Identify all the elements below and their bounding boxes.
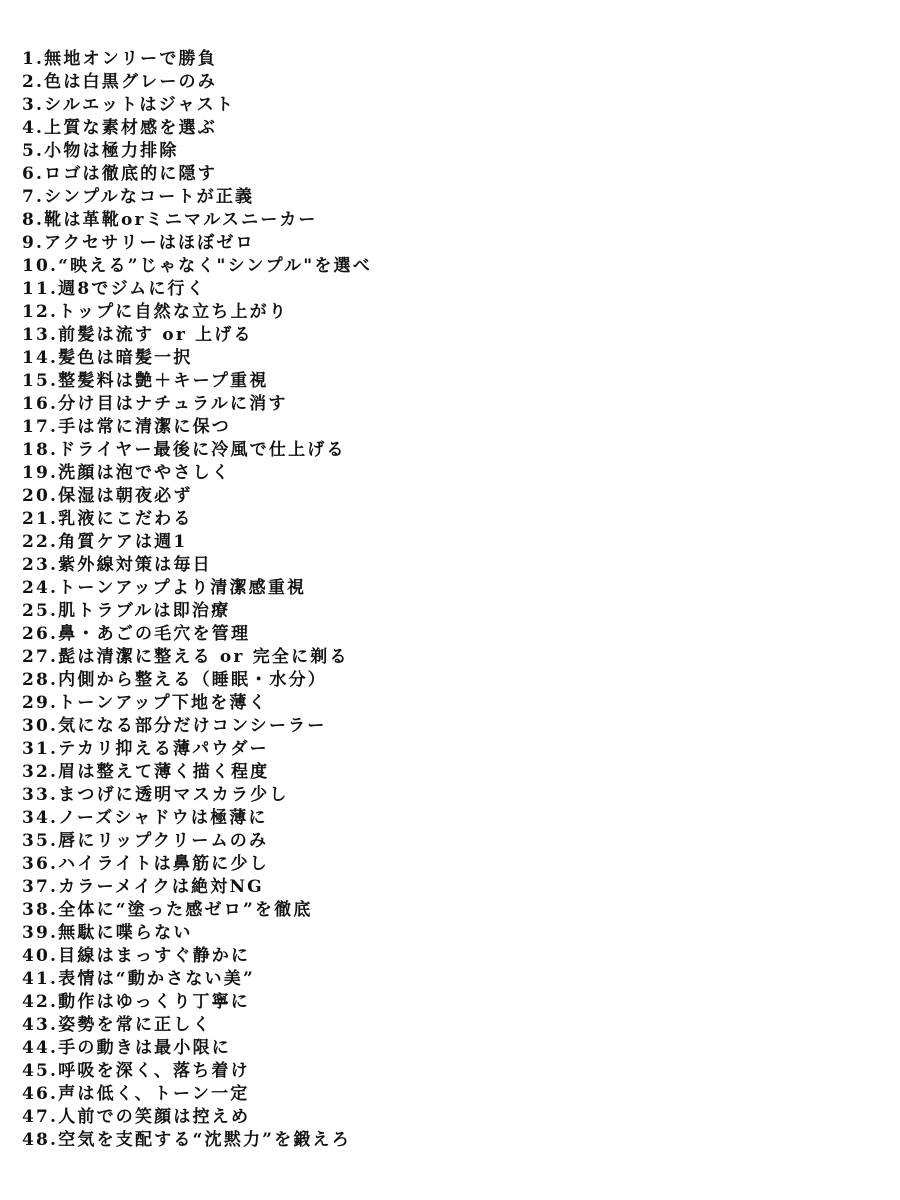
rule-item-9: 9.アクセサリーはほぼゼロ	[22, 233, 255, 253]
rule-item-36: 36.ハイライトは鼻筋に少し	[22, 854, 269, 874]
rule-item-28: 28.内側から整える（睡眠・水分）	[22, 670, 327, 690]
rule-item-33: 33.まつげに透明マスカラ少し	[22, 785, 289, 805]
rule-item-30: 30.気になる部分だけコンシーラー	[22, 716, 327, 736]
rule-item-25: 25.肌トラブルは即治療	[22, 601, 231, 621]
rule-item-21: 21.乳液にこだわる	[22, 509, 193, 529]
rule-item-7: 7.シンプルなコートが正義	[22, 187, 255, 207]
rule-item-40: 40.目線はまっすぐ静かに	[22, 946, 251, 966]
rule-item-42: 42.動作はゆっくり丁寧に	[22, 992, 251, 1012]
rule-item-23: 23.紫外線対策は毎日	[22, 555, 212, 575]
rule-item-48: 48.空気を支配する“沈黙力”を鍛えろ	[22, 1130, 351, 1150]
rule-item-27: 27.髭は清潔に整える or 完全に剃る	[22, 647, 349, 667]
rule-item-14: 14.髪色は暗髪一択	[22, 348, 193, 368]
rule-item-10: 10.“映える”じゃなく"シンプル"を選べ	[22, 256, 372, 276]
rule-item-24: 24.トーンアップより清潔感重視	[22, 578, 307, 598]
rule-item-35: 35.唇にリップクリームのみ	[22, 831, 269, 851]
rule-item-20: 20.保湿は朝夜必ず	[22, 486, 193, 506]
rule-item-41: 41.表情は“動かさない美”	[22, 969, 255, 989]
rule-item-5: 5.小物は極力排除	[22, 141, 179, 161]
rule-item-4: 4.上質な素材感を選ぶ	[22, 118, 217, 138]
rule-item-45: 45.呼吸を深く、落ち着け	[22, 1061, 250, 1081]
rule-item-17: 17.手は常に清潔に保つ	[22, 417, 231, 437]
rule-item-43: 43.姿勢を常に正しく	[22, 1015, 212, 1035]
rule-item-47: 47.人前での笑顔は控えめ	[22, 1107, 251, 1127]
rule-item-16: 16.分け目はナチュラルに消す	[22, 394, 288, 414]
rule-item-38: 38.全体に“塗った感ゼロ”を徹底	[22, 900, 313, 920]
rule-item-37: 37.カラーメイクは絶対NG	[22, 877, 264, 897]
rule-item-8: 8.靴は革靴orミニマルスニーカー	[22, 210, 318, 230]
rule-item-44: 44.手の動きは最小限に	[22, 1038, 231, 1058]
rule-item-39: 39.無駄に喋らない	[22, 923, 193, 943]
rule-item-1: 1.無地オンリーで勝負	[22, 49, 217, 69]
rule-item-46: 46.声は低く、トーン一定	[22, 1084, 250, 1104]
rule-item-15: 15.整髪料は艶＋キープ重視	[22, 371, 269, 391]
rule-item-18: 18.ドライヤー最後に冷風で仕上げる	[22, 440, 346, 460]
rules-list	[22, 48, 882, 1152]
rule-item-6: 6.ロゴは徹底的に隠す	[22, 164, 217, 184]
rule-item-32: 32.眉は整えて薄く描く程度	[22, 762, 270, 782]
rule-item-3: 3.シルエットはジャスト	[22, 95, 236, 115]
rule-item-19: 19.洗顔は泡でやさしく	[22, 463, 231, 483]
rule-item-29: 29.トーンアップ下地を薄く	[22, 693, 268, 713]
rule-item-34: 34.ノーズシャドウは極薄に	[22, 808, 268, 828]
rule-item-22: 22.角質ケアは週1	[22, 532, 188, 552]
rule-item-11: 11.週8でジムに行く	[22, 279, 206, 299]
rule-item-26: 26.鼻・あごの毛穴を管理	[22, 624, 251, 644]
rule-item-13: 13.前髪は流す or 上げる	[22, 325, 253, 345]
rule-item-31: 31.テカリ抑える薄パウダー	[22, 739, 269, 759]
rule-item-12: 12.トップに自然な立ち上がり	[22, 302, 289, 322]
rule-item-2: 2.色は白黒グレーのみ	[22, 72, 217, 92]
